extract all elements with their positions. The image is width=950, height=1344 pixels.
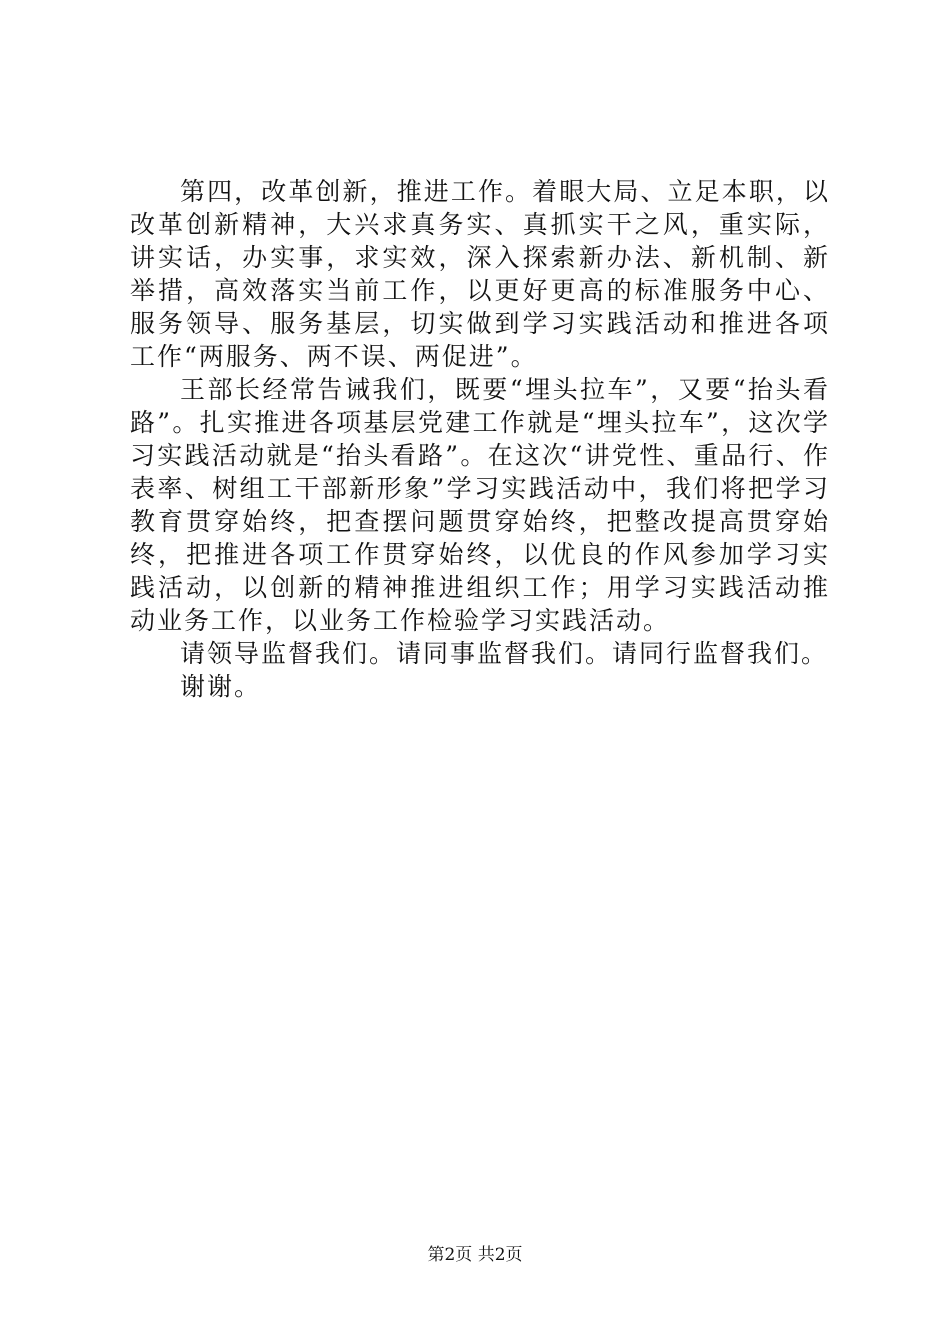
page-number-footer: 第2页 共2页: [427, 1245, 523, 1265]
paragraph-thanks: 谢谢。: [180, 672, 262, 701]
document-body: [130, 175, 830, 703]
paragraph-supervision-request: 请领导监督我们。请同事监督我们。请同行监督我们。: [180, 639, 829, 668]
paragraph-minister-advice: 王部长经常告诫我们，既要“埋头拉车”，又要“抬头看路”。扎实推进各项基层党建工作就是“埋头拉车”，这次学习实践活动就是“抬头看路”。在这次“讲党性、重品行、作表率、树组工干部新形象”学习实践活动中，我们将把学习教育贯穿始终，把查摆问题贯穿始终，把整改提高贯穿始终，把推进各项工作贯穿始终，以优良的作风参加学习实践活动，以创新的精神推进组织工作；用学习实践活动推动业务工作，以业务工作检验学习实践活动。: [130, 375, 830, 635]
paragraph-reform-innovation: 第四，改革创新，推进工作。着眼大局、立足本职，以改革创新精神，大兴求真务实、真抓实干之风，重实际，讲实话，办实事，求实效，深入探索新办法、新机制、新举措，高效落实当前工作，以更好更高的标准服务中心、服务领导、服务基层，切实做到学习实践活动和推进各项工作“两服务、两不误、两促进”。: [130, 177, 830, 371]
